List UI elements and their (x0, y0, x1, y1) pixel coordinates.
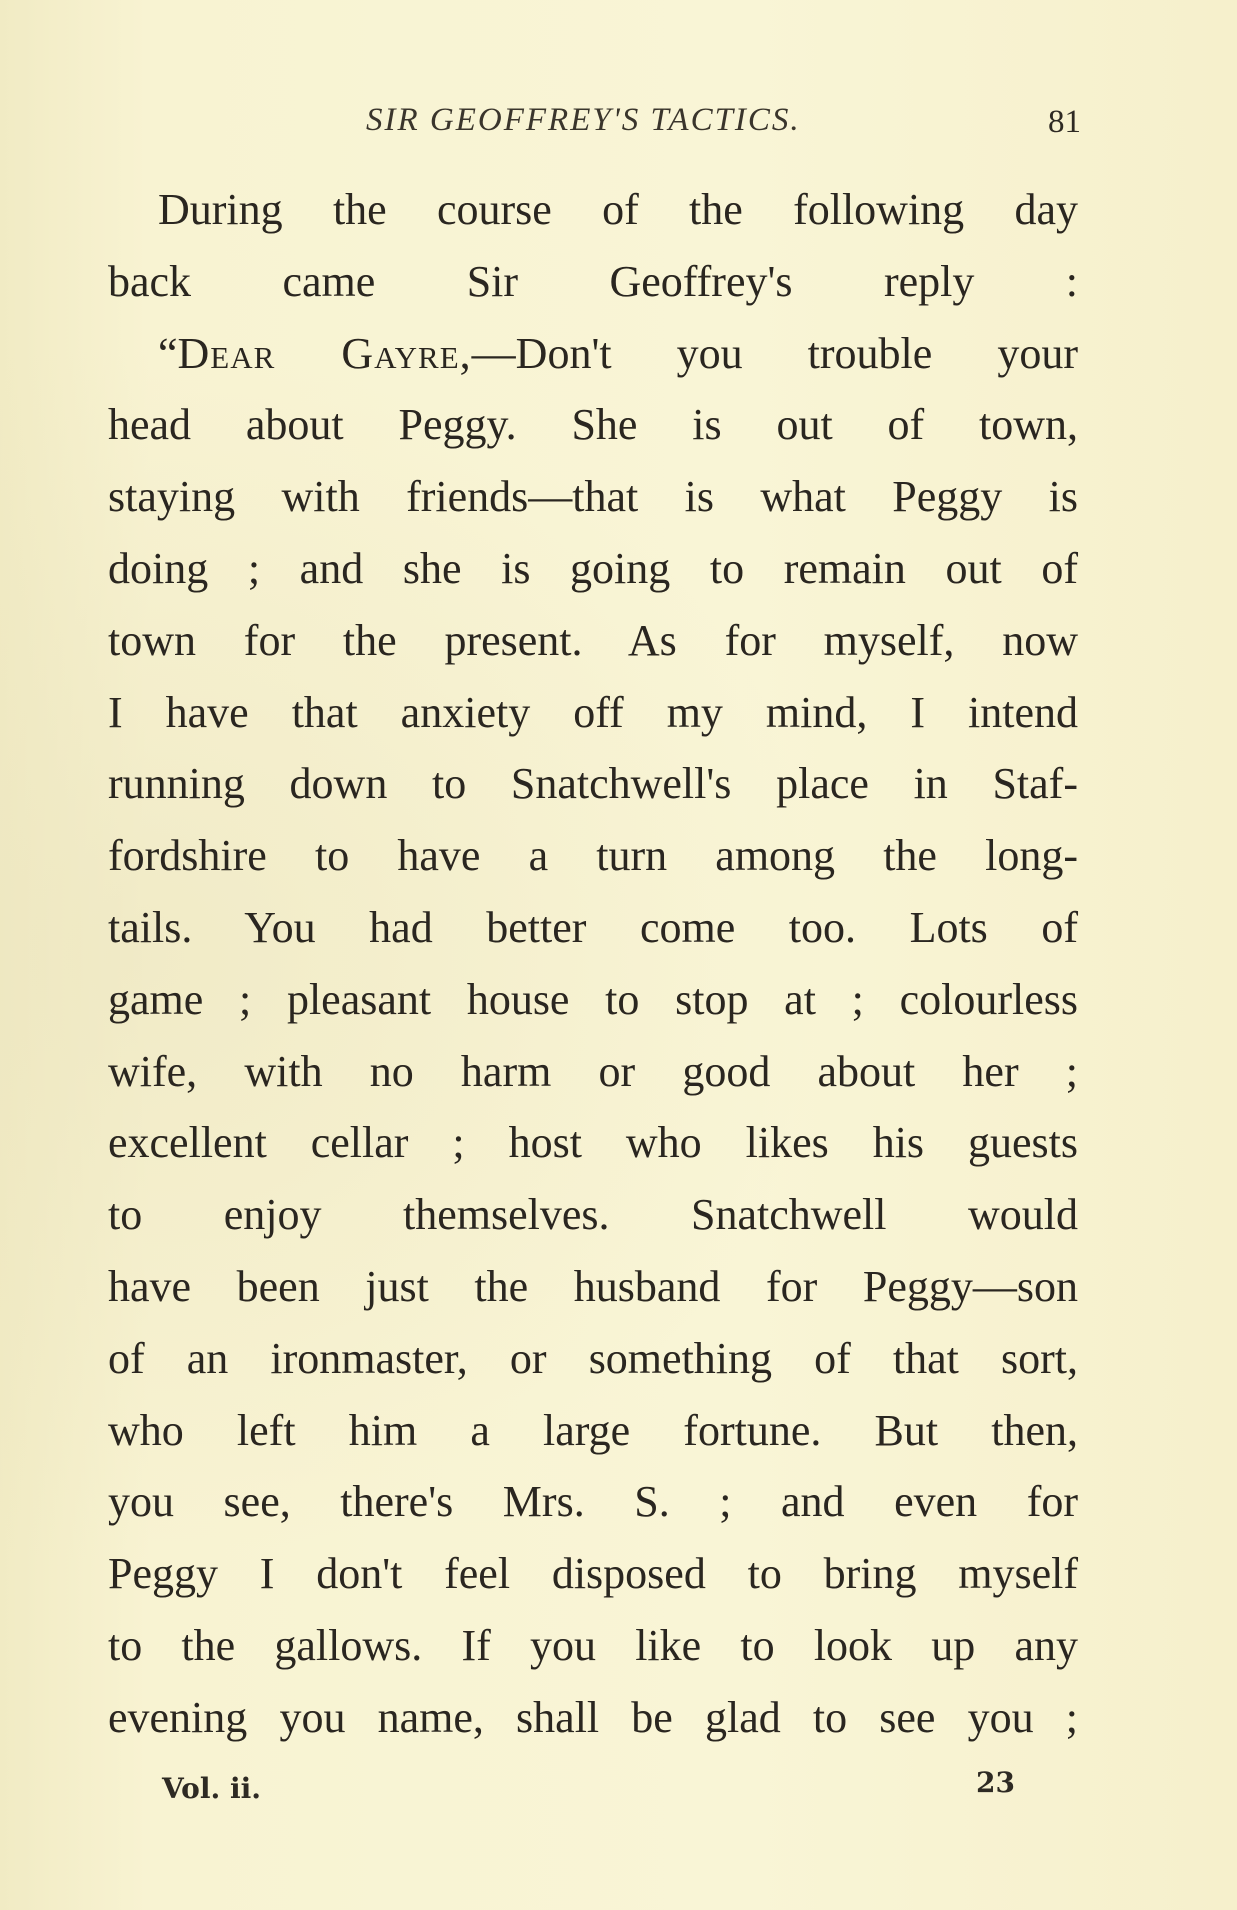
text-line: running down to Snatchwell's place in Staf- (108, 759, 1078, 809)
text-line: game ; pleasant house to stop at ; colourless (108, 974, 1078, 1024)
text-line: to the gallows. If you like to look up any (108, 1620, 1078, 1670)
text-line: staying with friends—that is what Peggy is (108, 472, 1078, 522)
volume-mark: Vol. ii. (162, 1772, 261, 1805)
text-line: evening you name, shall be glad to see you ; (108, 1692, 1078, 1742)
text-line: back came Sir Geoffrey's reply : (108, 256, 1078, 306)
letter-salutation: Dear Gayre, (177, 328, 472, 378)
body-text (108, 185, 1078, 1768)
page-footer (0, 1766, 1237, 1812)
text-line: Peggy I don't feel disposed to bring myself (108, 1549, 1078, 1599)
text-line: doing ; and she is going to remain out of (108, 543, 1078, 593)
text-line: During the course of the following day (158, 185, 1078, 234)
text-line: excellent cellar ; host who likes his guests (108, 1118, 1078, 1168)
open-quote: “ (158, 328, 178, 378)
signature-mark: 23 (976, 1766, 1015, 1799)
text-line: fordshire to have a turn among the long- (108, 831, 1078, 881)
text-line: to enjoy themselves. Snatchwell would (108, 1190, 1078, 1240)
text-line: who left him a large fortune. But then, (108, 1405, 1078, 1455)
text-line: head about Peggy. She is out of town, (108, 400, 1078, 450)
text-line: have been just the husband for Peggy—son (108, 1261, 1078, 1311)
text-line: I have that anxiety off my mind, I intend (108, 687, 1078, 737)
text-line: town for the present. As for myself, now (108, 615, 1078, 665)
running-title: SIR GEOFFREY'S TACTICS. (366, 102, 801, 138)
page-number: 81 (1048, 104, 1081, 140)
letter-opening-line (108, 328, 1078, 404)
text-line: of an ironmaster, or something of that sort, (108, 1333, 1078, 1383)
text-line: you see, there's Mrs. S. ; and even for (108, 1477, 1078, 1527)
letter-opening-rest: —Don't you trouble your (471, 328, 1078, 378)
text-line: wife, with no harm or good about her ; (108, 1046, 1078, 1096)
text-line: tails. You had better come too. Lots of (108, 902, 1078, 952)
page-header (0, 102, 1237, 152)
